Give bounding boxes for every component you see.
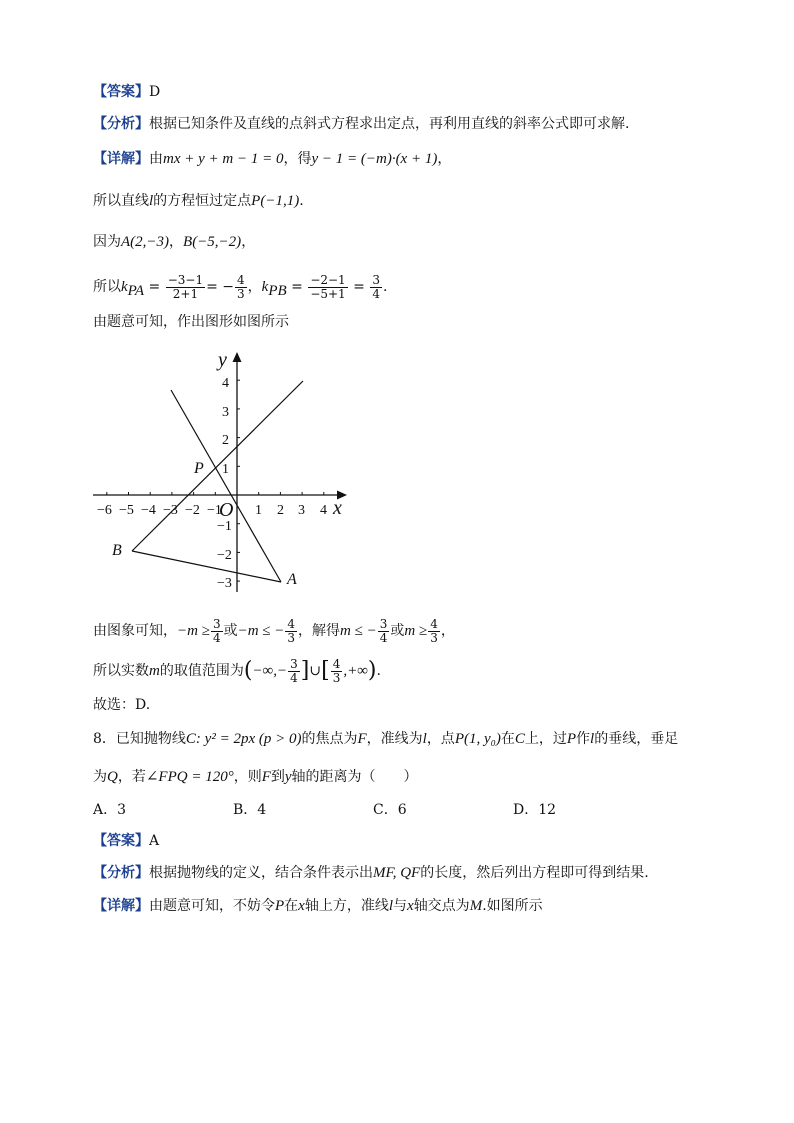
tick-marks bbox=[107, 380, 324, 581]
slope-pa-result bbox=[235, 274, 247, 301]
range-end: . bbox=[376, 663, 381, 679]
point-a-label: A bbox=[287, 571, 297, 588]
q8-stem2-mid-1: ，若 bbox=[117, 769, 146, 785]
option-b[interactable]: B．4 bbox=[233, 802, 267, 818]
analysis-line-q8 bbox=[93, 863, 649, 883]
point-b: B(−5,−2) bbox=[183, 234, 242, 250]
range-fraction-2 bbox=[331, 658, 343, 685]
c1-den: 4 bbox=[212, 630, 221, 645]
fixed-point-line bbox=[93, 191, 304, 211]
range-prefix: 所以实数 bbox=[93, 663, 149, 679]
solution-1-fraction bbox=[378, 618, 390, 645]
fixed-point: P(−1,1) bbox=[251, 193, 300, 209]
detail-line-q8 bbox=[93, 896, 543, 916]
y-tick-label: 1 bbox=[222, 462, 229, 477]
slope-pa-result-num: 4 bbox=[237, 272, 245, 287]
range-line: 所以实数m的取值范围为(−∞,− $\frac{3}{4}$ ]∪[ $\frac{4}{3}$ ,+∞). bbox=[93, 656, 381, 685]
slope-pb-denominator: −5+1 bbox=[310, 286, 346, 301]
y-tick-label: −3 bbox=[217, 576, 232, 591]
slopes-end: . bbox=[382, 279, 388, 295]
q8-stem-line-2 bbox=[93, 767, 418, 787]
solve-end: ， bbox=[440, 623, 455, 639]
y-tick-label: 2 bbox=[222, 433, 229, 448]
detail-tag: 【详解】 bbox=[93, 898, 149, 914]
condition-2-fraction bbox=[285, 618, 297, 645]
solution-2: m ≥ bbox=[404, 623, 428, 639]
q8-stem-mid-3: ，点 bbox=[426, 731, 455, 747]
detail-mid-4: 轴交点为 bbox=[413, 898, 470, 914]
analysis-text: 根据已知条件及直线的点斜式方程求出定点，再利用直线的斜率公式即可求解. bbox=[149, 116, 630, 132]
parabola-equation: C: y² = 2px (p > 0) bbox=[185, 731, 302, 747]
choose-line: 故选：D. bbox=[93, 697, 151, 713]
range-union: ∪ bbox=[309, 663, 322, 679]
s2-den: 3 bbox=[430, 630, 438, 645]
slope-pa-eq: = − bbox=[206, 279, 235, 295]
x-symbol: x bbox=[298, 898, 305, 914]
segment-ab bbox=[132, 551, 281, 582]
slope-pa-result-den: 3 bbox=[237, 286, 245, 301]
solution-2-fraction bbox=[428, 618, 440, 645]
q8-stem-mid-5: 上，过 bbox=[524, 731, 567, 747]
x-tick-label: 2 bbox=[277, 503, 284, 518]
q8-stem2-mid-2: ，则 bbox=[233, 769, 262, 785]
q-symbol: Q bbox=[107, 769, 118, 785]
y-tick-label: −2 bbox=[217, 548, 232, 563]
points-end: ， bbox=[241, 234, 256, 250]
y-tick-label: −1 bbox=[217, 519, 232, 534]
point-p-label: P bbox=[194, 460, 204, 477]
y-axis-label: y bbox=[218, 349, 227, 371]
r1-den: 4 bbox=[290, 670, 298, 685]
condition-1-fraction bbox=[211, 618, 223, 645]
slopes-line: 所以$k_{PA}$ = $\frac{-3-1}{2+1}$ = − $\frac{4}{3}$ ，$k_{PB}$ = $\frac{-2-1}{-5+1}$ = $\frac{3}{4}$ . bbox=[93, 272, 388, 301]
range-m: m bbox=[149, 663, 160, 679]
detail-mid-3: 与 bbox=[393, 898, 408, 914]
detail-prefix: 由 bbox=[149, 151, 163, 167]
coordinate-graph bbox=[90, 345, 355, 600]
x-symbol: x bbox=[407, 898, 414, 914]
slope-pb-result-den: 4 bbox=[372, 286, 380, 301]
point-a: A(2,−3) bbox=[121, 234, 170, 250]
q8-stem-mid-2: ，准线为 bbox=[366, 731, 423, 747]
p-symbol: P bbox=[275, 898, 285, 914]
from-graph-prefix: 由图象可知， bbox=[93, 623, 177, 639]
fixed-end: . bbox=[299, 193, 304, 209]
detail-tag: 【详解】 bbox=[93, 151, 149, 167]
slopes-prefix: 所以 bbox=[93, 279, 121, 295]
line-equation: mx + y + m − 1 = 0 bbox=[163, 151, 284, 167]
q8-stem2-mid-3: 到 bbox=[270, 769, 285, 785]
answer-value: A bbox=[149, 833, 160, 849]
r2-num: 4 bbox=[332, 656, 341, 671]
c2-den: 3 bbox=[287, 630, 296, 645]
slope-pa-numerator: −3−1 bbox=[167, 272, 204, 287]
x-tick-label: −6 bbox=[97, 503, 112, 518]
x-tick-label: −5 bbox=[119, 503, 134, 518]
slope-pb-subscript: PB bbox=[268, 282, 287, 299]
detail-mid-2: 轴上方，准线 bbox=[304, 898, 389, 914]
solution-1: m ≤ − bbox=[340, 623, 377, 639]
analysis-line-q7 bbox=[93, 114, 629, 134]
q8-stem-mid-1: 的焦点为 bbox=[301, 731, 358, 747]
answer-line-q8 bbox=[93, 831, 159, 851]
s1-den: 4 bbox=[379, 630, 388, 645]
fixed-prefix: 所以直线 bbox=[93, 193, 149, 209]
option-c[interactable]: C．6 bbox=[373, 802, 407, 818]
condition-2: −m ≤ − bbox=[237, 623, 285, 639]
c2-num: 4 bbox=[287, 616, 296, 631]
x-tick-label: −1 bbox=[207, 503, 222, 518]
slope-pa-fraction bbox=[166, 274, 205, 301]
or-1: 或 bbox=[223, 623, 238, 639]
q8-stem-mid-4: 在 bbox=[500, 731, 515, 747]
slope-sep: ， bbox=[247, 279, 262, 295]
figure-intro: 由题意可知，作出图形如图所示 bbox=[93, 314, 289, 330]
detail-line-q7 bbox=[93, 149, 451, 169]
slope-pb-label: k bbox=[261, 279, 269, 295]
slope-pb-result bbox=[370, 274, 382, 301]
range-part-2: ,+∞ bbox=[343, 663, 368, 679]
analysis-segments: MF, QF bbox=[373, 865, 421, 881]
points-sep: ， bbox=[169, 234, 184, 250]
x-tick-label: 4 bbox=[320, 503, 327, 518]
q8-stem-line-1 bbox=[93, 729, 678, 749]
p-symbol: P bbox=[566, 731, 577, 747]
x-tick-label: −4 bbox=[141, 503, 156, 518]
detail-end: ， bbox=[437, 151, 452, 167]
points-line bbox=[93, 232, 255, 252]
q8-stem2-end: 轴的距离为（ ） bbox=[291, 769, 418, 785]
directrix-symbol: l bbox=[422, 731, 427, 747]
range-mid: 的取值范围为 bbox=[159, 663, 244, 679]
q8-stem-prefix: 8．已知抛物线 bbox=[93, 731, 186, 747]
point-p: P(1, y₀) bbox=[454, 731, 501, 747]
y-tick-label: 4 bbox=[222, 376, 229, 391]
x-tick-label: −2 bbox=[185, 503, 200, 518]
point-b-label: B bbox=[112, 542, 122, 559]
x-tick-label: −3 bbox=[163, 503, 178, 518]
slope-pa-denominator: 2+1 bbox=[172, 286, 199, 301]
focus-symbol: F bbox=[357, 731, 367, 747]
x-tick-label: 1 bbox=[255, 503, 262, 518]
origin-label: O bbox=[219, 499, 234, 521]
analysis-prefix: 根据抛物线的定义，结合条件表示出 bbox=[149, 865, 373, 881]
y-symbol: y bbox=[284, 769, 292, 785]
analysis-tag: 【分析】 bbox=[93, 865, 149, 881]
l-symbol: l bbox=[388, 898, 394, 914]
graph-conclusion-line bbox=[93, 614, 455, 648]
range-part-1: −∞,− bbox=[252, 663, 288, 679]
answer-line-q7 bbox=[93, 82, 160, 102]
y-axis-arrow bbox=[233, 352, 242, 362]
curve-symbol: C bbox=[514, 731, 525, 747]
or-2: 或 bbox=[390, 623, 405, 639]
q8-stem-mid-6: 作 bbox=[576, 731, 591, 747]
slope-pa-subscript: PA bbox=[127, 282, 145, 299]
option-a[interactable]: A．3 bbox=[93, 802, 127, 818]
q8-stem2-prefix: 为 bbox=[93, 769, 107, 785]
s1-num: 3 bbox=[379, 616, 388, 631]
range-fraction-1 bbox=[288, 658, 300, 685]
detail-mid-1: 在 bbox=[284, 898, 299, 914]
answer-value: D bbox=[149, 84, 161, 100]
q8-options bbox=[93, 800, 653, 820]
m-symbol: M bbox=[469, 898, 483, 914]
f-symbol: F bbox=[261, 769, 271, 785]
condition-1: −m ≥ bbox=[177, 623, 210, 639]
detail-end: .如图所示 bbox=[482, 898, 543, 914]
answer-tag: 【答案】 bbox=[93, 833, 149, 849]
slope-pa-label: k bbox=[121, 279, 128, 295]
c1-num: 3 bbox=[212, 616, 221, 631]
answer-tag: 【答案】 bbox=[93, 84, 149, 100]
r1-num: 3 bbox=[290, 656, 298, 671]
y-tick-label: 3 bbox=[222, 405, 229, 420]
option-d[interactable]: D．12 bbox=[513, 802, 557, 818]
slope-pb-result-num: 3 bbox=[372, 272, 380, 287]
angle-fpq: ∠FPQ = 120° bbox=[145, 769, 234, 785]
analysis-end: 的长度，然后列出方程即可得到结果. bbox=[420, 865, 649, 881]
detail-mid: ，得 bbox=[283, 151, 312, 167]
fixed-mid: 的方程恒过定点 bbox=[153, 193, 252, 209]
slope-pb-numerator: −2−1 bbox=[310, 272, 346, 287]
line-l-symbol: l bbox=[149, 193, 154, 209]
points-prefix: 因为 bbox=[93, 234, 121, 250]
slope-pb-fraction bbox=[308, 274, 347, 301]
x-axis-label: x bbox=[333, 497, 342, 519]
point-slope-equation: y − 1 = (−m)·(x + 1) bbox=[311, 151, 438, 167]
l-symbol: l bbox=[590, 731, 595, 747]
x-tick-label: 3 bbox=[298, 503, 305, 518]
analysis-tag: 【分析】 bbox=[93, 116, 149, 132]
q8-stem-end-1: 的垂线，垂足 bbox=[594, 731, 679, 747]
solve-mid: ，解得 bbox=[298, 623, 341, 639]
s2-num: 4 bbox=[430, 616, 438, 631]
r2-den: 3 bbox=[332, 670, 341, 685]
detail-prefix: 由题意可知，不妨令 bbox=[149, 898, 275, 914]
